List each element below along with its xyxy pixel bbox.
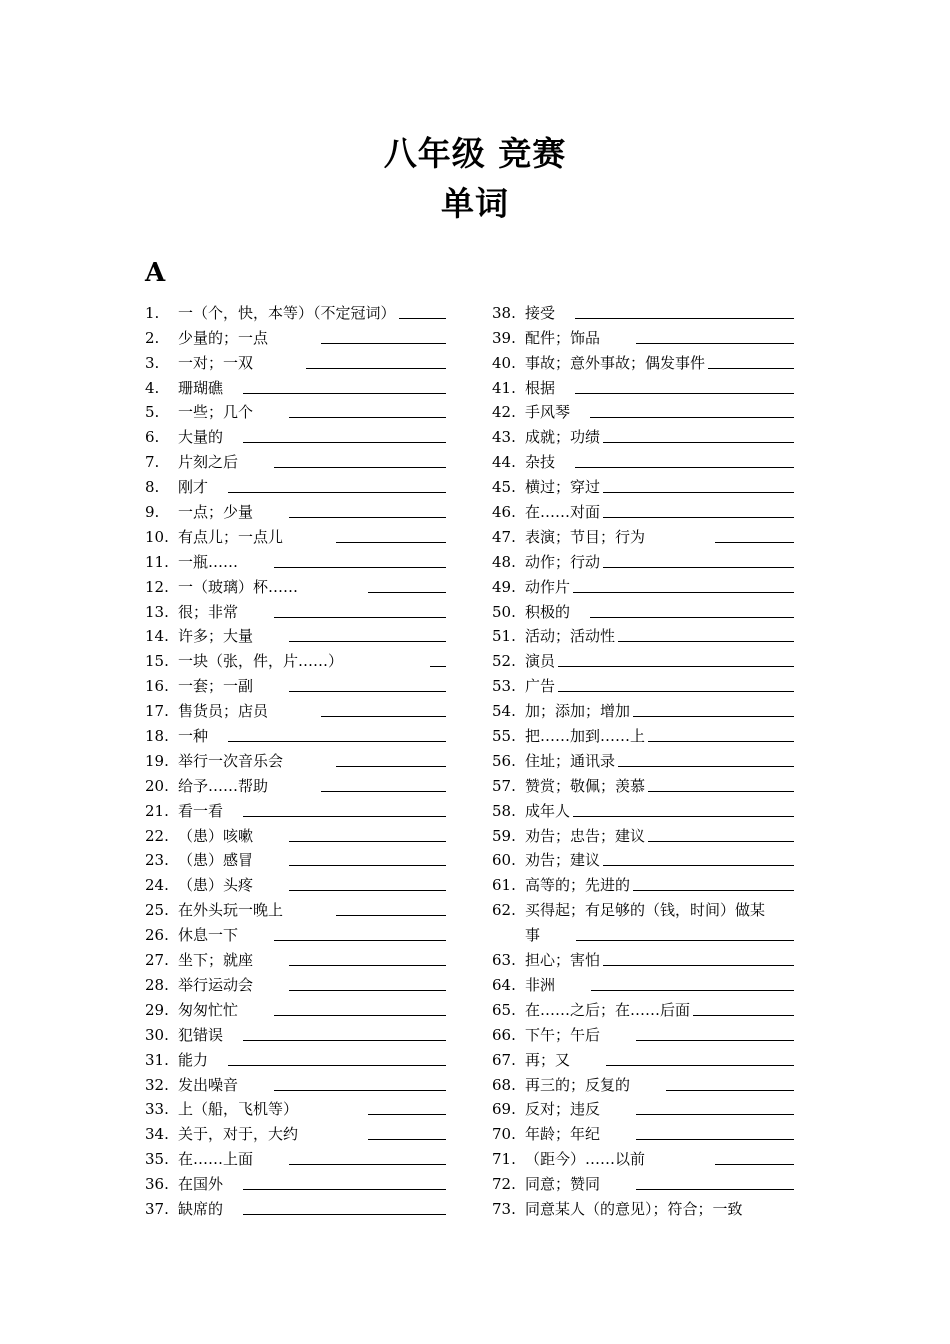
item-number: 59. [492, 826, 516, 845]
vocab-item [492, 645, 794, 670]
item-number: 57. [492, 776, 516, 795]
vocab-item [492, 471, 794, 496]
answer-blank[interactable] [289, 840, 446, 842]
item-chinese-text: 再三的；反复的 [525, 1075, 631, 1094]
answer-blank[interactable] [274, 1014, 446, 1016]
vocab-item [492, 446, 794, 471]
item-number: 12. [145, 577, 169, 596]
vocab-item [492, 770, 794, 795]
vocab-item [145, 695, 446, 720]
vocab-item [492, 1044, 794, 1069]
answer-blank[interactable] [636, 1188, 794, 1190]
answer-blank[interactable] [289, 889, 446, 891]
item-chinese-text: 演员 [525, 652, 556, 671]
item-chinese-text: 坐下；就座 [178, 951, 254, 970]
item-chinese-text: 一套；一副 [178, 677, 254, 696]
item-chinese-text: 匆匆忙忙 [178, 1000, 239, 1019]
answer-blank[interactable] [590, 616, 794, 618]
vocab-item [492, 969, 794, 994]
answer-blank[interactable] [274, 1089, 446, 1091]
item-number: 4. [145, 378, 160, 397]
item-number: 10. [145, 527, 169, 546]
item-number: 44. [492, 453, 516, 472]
item-chinese-text: 杂技 [525, 453, 556, 472]
answer-blank[interactable] [746, 1214, 794, 1215]
item-chinese-text: 事故；意外事故；偶发事件 [525, 353, 706, 372]
item-chinese-text: 动作片 [525, 577, 571, 596]
item-number: 29. [145, 1000, 169, 1019]
answer-blank[interactable] [336, 541, 446, 543]
answer-blank[interactable] [603, 566, 794, 568]
item-number: 43. [492, 428, 516, 447]
answer-blank[interactable] [606, 1064, 794, 1066]
item-chinese-text: （患）咳嗽 [178, 826, 254, 845]
item-chinese-text-cont: 事 [525, 926, 541, 945]
answer-blank[interactable] [603, 491, 794, 493]
answer-blank[interactable] [368, 1113, 446, 1115]
item-number: 15. [145, 652, 169, 671]
item-chinese-text: 加；添加；增加 [525, 702, 631, 721]
vocab-item [492, 1118, 794, 1143]
answer-blank[interactable] [618, 640, 794, 642]
vocab-item [145, 1143, 446, 1168]
answer-blank[interactable] [575, 466, 794, 468]
answer-blank[interactable] [575, 392, 794, 394]
answer-blank[interactable] [636, 1138, 794, 1140]
item-number: 19. [145, 751, 169, 770]
vocab-item [145, 322, 446, 347]
vocab-item [492, 372, 794, 397]
page-title: 八年级 竞赛 [383, 134, 567, 173]
item-number: 20. [145, 776, 169, 795]
vocab-item [492, 421, 794, 446]
answer-blank[interactable] [633, 715, 794, 717]
item-number: 49. [492, 577, 516, 596]
vocab-list-left [145, 297, 446, 1218]
item-number: 46. [492, 503, 516, 522]
answer-blank[interactable] [321, 342, 446, 344]
answer-blank[interactable] [336, 914, 446, 916]
vocab-item [145, 845, 446, 870]
item-chinese-text: 能力 [178, 1050, 209, 1069]
answer-blank[interactable] [289, 516, 446, 518]
item-chinese-text: 手风琴 [525, 403, 571, 422]
item-chinese-text: 一种 [178, 727, 209, 746]
answer-blank[interactable] [336, 765, 446, 767]
item-chinese-text: 举行一次音乐会 [178, 751, 284, 770]
answer-blank[interactable] [430, 665, 446, 667]
vocab-item [145, 670, 446, 695]
answer-blank[interactable] [243, 1188, 446, 1190]
item-chinese-text: 劝告；忠告；建议 [525, 826, 646, 845]
answer-blank[interactable] [715, 541, 794, 543]
vocab-item [492, 820, 794, 845]
item-chinese-text: 积极的 [525, 602, 571, 621]
vocab-item [492, 297, 794, 322]
answer-blank[interactable] [603, 441, 794, 443]
answer-blank[interactable] [636, 1039, 794, 1041]
answer-blank[interactable] [289, 640, 446, 642]
item-number: 26. [145, 926, 169, 945]
item-chinese-text: 担心；害怕 [525, 951, 601, 970]
item-chinese-text: （距今）……以前 [525, 1150, 646, 1169]
vocab-item [145, 421, 446, 446]
item-chinese-text: 一（玻璃）杯…… [178, 577, 299, 596]
vocab-item [145, 869, 446, 894]
item-chinese-text: 买得起；有足够的（钱，时间）做某 [525, 901, 766, 920]
vocab-item [492, 1168, 794, 1193]
answer-blank[interactable] [274, 616, 446, 618]
item-number: 3. [145, 353, 160, 372]
vocab-item [145, 1094, 446, 1119]
item-chinese-text: 横过；穿过 [525, 478, 601, 497]
item-number: 70. [492, 1125, 516, 1144]
item-chinese-text: 犯错误 [178, 1025, 224, 1044]
vocab-item [145, 347, 446, 372]
answer-blank[interactable] [573, 591, 794, 593]
answer-blank[interactable] [693, 1014, 794, 1016]
item-chinese-text: 在外头玩一晚上 [178, 901, 284, 920]
vocab-item [145, 446, 446, 471]
item-chinese-text: （患）头疼 [178, 876, 254, 895]
item-number: 31. [145, 1050, 169, 1069]
vocab-item [492, 845, 794, 870]
item-number: 7. [145, 453, 160, 472]
vocab-item [492, 596, 794, 621]
vocab-item [145, 1168, 446, 1193]
vocab-item [145, 1193, 446, 1218]
vocab-item [492, 869, 794, 894]
item-number: 6. [145, 428, 160, 447]
item-chinese-text: （患）感冒 [178, 851, 254, 870]
item-number: 54. [492, 702, 516, 721]
item-number: 27. [145, 951, 169, 970]
item-chinese-text: 一块（张，件，片……） [178, 652, 344, 671]
item-number: 66. [492, 1025, 516, 1044]
item-number: 14. [145, 627, 169, 646]
vocab-item [492, 397, 794, 422]
vocab-item [492, 546, 794, 571]
item-chinese-text: 活动；活动性 [525, 627, 616, 646]
vocab-item [492, 347, 794, 372]
item-number: 73. [492, 1199, 516, 1218]
answer-blank[interactable] [368, 1138, 446, 1140]
vocab-item [492, 1019, 794, 1044]
answer-blank[interactable] [243, 392, 446, 394]
answer-blank[interactable] [648, 840, 794, 842]
item-chinese-text: 刚才 [178, 478, 209, 497]
item-chinese-text: 根据 [525, 378, 556, 397]
item-chinese-text: 同意；赞同 [525, 1175, 601, 1194]
answer-blank[interactable] [399, 317, 446, 319]
item-chinese-text: 关于，对于，大约 [178, 1125, 299, 1144]
vocab-item [492, 894, 794, 944]
item-chinese-text: 在……对面 [525, 503, 601, 522]
item-chinese-text: 反对；违反 [525, 1100, 601, 1119]
item-chinese-text: 休息一下 [178, 926, 239, 945]
vocab-item [145, 621, 446, 646]
vocab-item [145, 596, 446, 621]
item-number: 60. [492, 851, 516, 870]
item-chinese-text: 同意某人（的意见）；符合；一致 [525, 1199, 743, 1218]
item-chinese-text: 接受 [525, 303, 556, 322]
item-number: 34. [145, 1125, 169, 1144]
vocab-item [492, 621, 794, 646]
item-chinese-text: 一点；少量 [178, 503, 254, 522]
item-chinese-text: 一些；几个 [178, 403, 254, 422]
answer-blank[interactable] [228, 491, 446, 493]
vocab-item [145, 496, 446, 521]
item-number: 63. [492, 951, 516, 970]
vocab-item [492, 795, 794, 820]
item-chinese-text: 住址；通讯录 [525, 751, 616, 770]
vocab-item [492, 944, 794, 969]
item-chinese-text: 售货员；店员 [178, 702, 269, 721]
answer-blank[interactable] [228, 740, 446, 742]
item-chinese-text: 上（船，飞机等） [178, 1100, 299, 1119]
vocab-item [492, 521, 794, 546]
item-number: 40. [492, 353, 516, 372]
item-chinese-text: 大量的 [178, 428, 224, 447]
item-number: 72. [492, 1175, 516, 1194]
vocab-item [145, 944, 446, 969]
vocab-item [145, 1069, 446, 1094]
vocab-item [145, 521, 446, 546]
vocab-item [145, 1044, 446, 1069]
item-number: 71. [492, 1150, 516, 1169]
item-number: 39. [492, 328, 516, 347]
item-number: 33. [145, 1100, 169, 1119]
vocab-item [492, 1143, 794, 1168]
item-number: 50. [492, 602, 516, 621]
vocab-item [492, 496, 794, 521]
item-number: 64. [492, 975, 516, 994]
item-number: 30. [145, 1025, 169, 1044]
item-number: 62. [492, 901, 516, 920]
item-number: 11. [145, 552, 169, 571]
item-chinese-text: 表演；节目；行为 [525, 527, 646, 546]
item-number: 17. [145, 702, 169, 721]
item-chinese-text: 缺席的 [178, 1199, 224, 1218]
item-number: 58. [492, 801, 516, 820]
answer-blank[interactable] [558, 690, 794, 692]
answer-blank[interactable] [243, 441, 446, 443]
item-chinese-text: 配件；饰品 [525, 328, 601, 347]
page-subtitle: 单词 [441, 184, 509, 223]
vocab-item [492, 994, 794, 1019]
item-chinese-text: 年龄；年纪 [525, 1125, 601, 1144]
item-number: 53. [492, 677, 516, 696]
vocab-item [145, 795, 446, 820]
vocab-item [145, 372, 446, 397]
vocab-item [492, 571, 794, 596]
answer-blank[interactable] [591, 989, 794, 991]
item-number: 52. [492, 652, 516, 671]
item-chinese-text: 在国外 [178, 1175, 224, 1194]
item-chinese-text: 成年人 [525, 801, 571, 820]
answer-blank[interactable] [243, 1213, 446, 1215]
item-chinese-text: 高等的；先进的 [525, 876, 631, 895]
item-number: 25. [145, 901, 169, 920]
item-chinese-text: 在……上面 [178, 1150, 254, 1169]
item-number: 1. [145, 303, 160, 322]
item-chinese-text: 下午；午后 [525, 1025, 601, 1044]
vocab-item [492, 1193, 794, 1218]
vocab-item [145, 1118, 446, 1143]
item-number: 5. [145, 403, 160, 422]
item-chinese-text: 举行运动会 [178, 975, 254, 994]
item-number: 18. [145, 727, 169, 746]
vocab-item [145, 919, 446, 944]
item-chinese-text: 看一看 [178, 801, 224, 820]
vocab-item [145, 770, 446, 795]
item-chinese-text: 成就；功绩 [525, 428, 601, 447]
item-number: 55. [492, 727, 516, 746]
vocab-item [145, 471, 446, 496]
vocab-item [145, 546, 446, 571]
answer-blank[interactable] [715, 1163, 794, 1165]
item-number: 65. [492, 1000, 516, 1019]
answer-blank[interactable] [603, 964, 794, 966]
answer-blank[interactable] [708, 367, 794, 369]
answer-blank[interactable] [573, 815, 794, 817]
vocab-item [145, 397, 446, 422]
item-chinese-text: 劝告；建议 [525, 851, 601, 870]
item-number: 68. [492, 1075, 516, 1094]
item-number: 32. [145, 1075, 169, 1094]
answer-blank[interactable] [321, 715, 446, 717]
answer-blank[interactable] [648, 740, 794, 742]
item-chinese-text: 赞赏；敬佩；羡慕 [525, 776, 646, 795]
vocab-item [492, 1069, 794, 1094]
vocab-item [145, 720, 446, 745]
vocab-item [145, 297, 446, 322]
answer-blank[interactable] [666, 1089, 794, 1091]
answer-blank[interactable] [289, 989, 446, 991]
item-number: 23. [145, 851, 169, 870]
item-number: 16. [145, 677, 169, 696]
item-number: 22. [145, 826, 169, 845]
answer-blank[interactable] [618, 765, 794, 767]
item-number: 24. [145, 876, 169, 895]
answer-blank[interactable] [590, 416, 794, 418]
vocab-item [145, 645, 446, 670]
answer-blank[interactable] [289, 1163, 446, 1165]
item-chinese-text: 许多；大量 [178, 627, 254, 646]
item-number: 8. [145, 478, 160, 497]
vocab-item [492, 720, 794, 745]
item-number: 36. [145, 1175, 169, 1194]
item-chinese-text: 少量的；一点 [178, 328, 269, 347]
item-chinese-text: 再；又 [525, 1050, 571, 1069]
section-letter: A [145, 258, 166, 288]
answer-blank[interactable] [575, 317, 794, 319]
item-number: 56. [492, 751, 516, 770]
item-chinese-text: 非洲 [525, 975, 556, 994]
item-chinese-text: 片刻之后 [178, 453, 239, 472]
vocab-item [145, 894, 446, 919]
item-number: 28. [145, 975, 169, 994]
answer-blank[interactable] [636, 1113, 794, 1115]
answer-blank[interactable] [603, 864, 794, 866]
answer-blank[interactable] [321, 790, 446, 792]
answer-blank[interactable] [576, 939, 794, 941]
item-number: 51. [492, 627, 516, 646]
item-number: 48. [492, 552, 516, 571]
item-number: 45. [492, 478, 516, 497]
item-number: 42. [492, 403, 516, 422]
vocab-item [492, 695, 794, 720]
answer-blank[interactable] [243, 1039, 446, 1041]
item-chinese-text: 一（个，快，本等）（不定冠词） [178, 303, 396, 322]
answer-blank[interactable] [289, 964, 446, 966]
vocab-item [492, 670, 794, 695]
item-chinese-text: 一对；一双 [178, 353, 254, 372]
answer-blank[interactable] [648, 790, 794, 792]
vocab-item [492, 745, 794, 770]
vocab-item [145, 969, 446, 994]
answer-blank[interactable] [289, 690, 446, 692]
answer-blank[interactable] [289, 416, 446, 418]
vocab-item [145, 571, 446, 596]
vocab-item [492, 1094, 794, 1119]
item-chinese-text: 发出噪音 [178, 1075, 239, 1094]
item-chinese-text: 广告 [525, 677, 556, 696]
answer-blank[interactable] [289, 864, 446, 866]
answer-blank[interactable] [274, 466, 446, 468]
item-chinese-text: 动作；行动 [525, 552, 601, 571]
vocab-item [145, 820, 446, 845]
vocab-item [145, 994, 446, 1019]
answer-blank[interactable] [633, 889, 794, 891]
item-number: 47. [492, 527, 516, 546]
item-number: 9. [145, 503, 160, 522]
item-number: 67. [492, 1050, 516, 1069]
vocab-item [145, 1019, 446, 1044]
answer-blank[interactable] [603, 516, 794, 518]
item-number: 61. [492, 876, 516, 895]
item-chinese-text: 很；非常 [178, 602, 239, 621]
item-chinese-text: 一瓶…… [178, 552, 239, 571]
item-number: 38. [492, 303, 516, 322]
vocab-item [145, 745, 446, 770]
answer-blank[interactable] [306, 367, 446, 369]
item-chinese-text: 把……加到……上 [525, 727, 646, 746]
answer-blank[interactable] [636, 342, 794, 344]
item-chinese-text: 有点儿；一点儿 [178, 527, 284, 546]
item-chinese-text: 给予……帮助 [178, 776, 269, 795]
item-number: 2. [145, 328, 160, 347]
answer-blank[interactable] [368, 591, 446, 593]
answer-blank[interactable] [228, 1064, 446, 1066]
vocab-item [492, 322, 794, 347]
answer-blank[interactable] [274, 939, 446, 941]
answer-blank[interactable] [274, 566, 446, 568]
item-number: 35. [145, 1150, 169, 1169]
item-number: 41. [492, 378, 516, 397]
item-number: 13. [145, 602, 169, 621]
item-number: 69. [492, 1100, 516, 1119]
item-number: 37. [145, 1199, 169, 1218]
item-chinese-text: 在……之后；在……后面 [525, 1000, 691, 1019]
vocab-list-right [492, 297, 794, 1218]
item-chinese-text: 珊瑚礁 [178, 378, 224, 397]
answer-blank[interactable] [243, 815, 446, 817]
answer-blank[interactable] [558, 665, 794, 667]
item-number: 21. [145, 801, 169, 820]
